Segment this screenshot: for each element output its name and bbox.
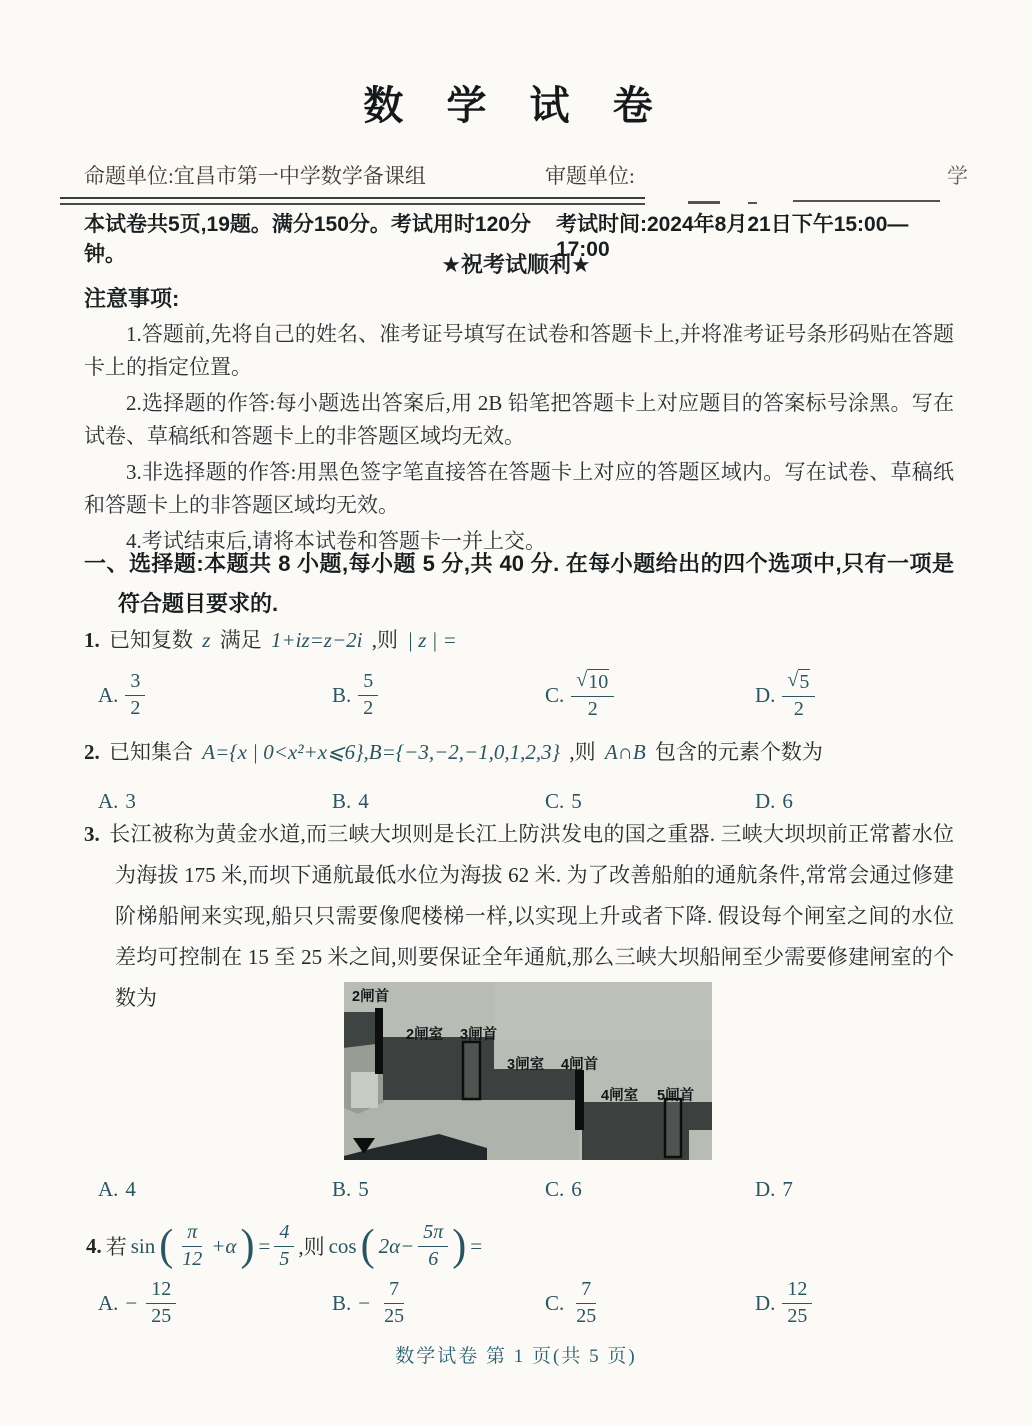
header-rule-fragment <box>793 200 940 202</box>
fraction <box>177 1221 207 1271</box>
question-1-stem <box>84 624 954 654</box>
q4-plus-alpha: +α <box>211 1233 237 1258</box>
option-label: A. <box>98 788 119 813</box>
q1-text: ,则 <box>371 628 398 652</box>
fraction-denominator: 25 <box>384 1304 405 1327</box>
close-paren: ) <box>452 1221 467 1271</box>
header-rule-fragment <box>688 201 720 204</box>
q4-option-d <box>755 1272 812 1334</box>
sin-function: sin <box>130 1233 156 1258</box>
q1-options-row <box>84 664 1032 726</box>
q2-option-a <box>98 784 136 818</box>
q3-option-a <box>98 1172 136 1206</box>
q1-option-a <box>98 664 145 726</box>
fraction-denominator: 25 <box>576 1304 597 1327</box>
maker-unit-label: 命题单位:宜昌市第一中学数学备课组 <box>84 164 426 188</box>
fraction-denominator: 12 <box>182 1247 203 1270</box>
open-paren: ( <box>360 1221 375 1271</box>
q4-options-row <box>84 1272 1032 1334</box>
fraction-numerator: 7 <box>576 1278 596 1304</box>
fraction-denominator: 2 <box>793 697 804 720</box>
q1-abs-expression: | z | = <box>407 628 457 652</box>
option-value: 4 <box>125 1176 136 1201</box>
option-label: B. <box>332 1176 352 1201</box>
radical-sign: √ <box>576 668 588 691</box>
notice-item-1: 1.答题前,先将自己的姓名、准考证号填写在试卷和答题卡上,并将准考证号条形码贴在答题卡上的指定位置。 <box>84 322 954 379</box>
q3-option-d <box>755 1172 793 1206</box>
chamber-4-label: 4闸室 <box>601 1088 639 1104</box>
q4-option-c <box>545 1272 601 1334</box>
q1-option-d <box>755 664 815 726</box>
header-double-rule <box>60 197 645 205</box>
section-1-heading: 一、选择题:本题共 8 小题,每小题 5 分,共 40 分. 在每小题给出的四个选项中,只有一项是符合题目要求的. <box>84 551 954 616</box>
fraction <box>571 1278 601 1328</box>
question-2-stem <box>84 736 954 766</box>
option-label: A. <box>98 1290 119 1315</box>
q1-option-b <box>332 664 378 726</box>
option-value: 4 <box>358 788 369 813</box>
option-value: 7 <box>782 1176 793 1201</box>
reviewer-unit-label: 审题单位: <box>545 164 635 188</box>
fraction-denominator: 2 <box>130 696 141 719</box>
q3-text: 长江被称为黄金水道,而三峡大坝则是长江上防洪发电的国之重器. 三峡大坝坝前正常蓄水位为海拔 175 米,而坝下通航最低水位为海拔 62 米. 为了改善船舶的通航条件,常常会通过修建阶梯船闸来实现,船只只需要像爬楼梯一样,以实现上升或者下降. 假设每个闸室之间的水位差均可控制在 15 至 25 米之间,则要保证全年通航,那么三峡大坝船闸至少需要修建闸室的个数为 <box>109 822 954 1010</box>
fraction <box>418 1221 448 1271</box>
option-value: 5 <box>358 1176 369 1201</box>
radicand: 10 <box>588 670 609 693</box>
fraction <box>782 669 815 721</box>
fraction-denominator: 25 <box>151 1304 172 1327</box>
q1-text: 已知复数 <box>109 628 193 652</box>
fraction <box>274 1221 294 1271</box>
q2-option-d <box>755 784 793 818</box>
option-label: D. <box>755 1290 776 1315</box>
q3-options-row <box>84 1172 1032 1206</box>
q1-option-c <box>545 664 614 726</box>
fraction-numerator: π <box>182 1221 202 1247</box>
q2-text: ,则 <box>569 740 596 764</box>
exam-title: 数 学 试 卷 <box>363 84 669 128</box>
fraction <box>146 1278 176 1328</box>
fraction-numerator: 12 <box>146 1278 176 1304</box>
fraction <box>782 1278 812 1328</box>
option-value: 6 <box>782 788 793 813</box>
q3-number: 3. <box>84 822 100 846</box>
fraction-numerator: 4 <box>274 1221 294 1247</box>
fraction <box>358 670 378 720</box>
fraction <box>379 1278 409 1328</box>
q2-number: 2. <box>84 740 100 764</box>
gate-5-head-label: 5闸首 <box>657 1088 695 1104</box>
cos-function: cos <box>328 1233 357 1258</box>
fraction <box>571 669 614 721</box>
q4-option-b <box>332 1272 409 1334</box>
minus-sign: − <box>125 1290 138 1315</box>
q1-var: z <box>202 628 211 652</box>
fraction-numerator: 5π <box>418 1221 448 1247</box>
q2-option-c <box>545 784 582 818</box>
fraction-denominator: 2 <box>363 696 374 719</box>
q2-intersection: A∩B <box>604 740 646 764</box>
option-label: A. <box>98 682 119 707</box>
fraction-denominator: 2 <box>587 697 598 720</box>
q4-inner-expression: 2α− <box>378 1233 415 1258</box>
header-units-row <box>84 160 968 188</box>
q3-option-b <box>332 1172 369 1206</box>
notice-item-3: 3.非选择题的作答:用黑色签字笔直接答在答题卡上对应的答题区域内。写在试卷、草稿纸和答题卡上的非答题区域均无效。 <box>84 460 954 517</box>
option-label: B. <box>332 1290 352 1315</box>
notice-item-4: 4.考试结束后,请将本试卷和答题卡一并上交。 <box>126 529 546 553</box>
option-label: D. <box>755 1176 776 1201</box>
q1-equation: 1+iz=z−2i <box>270 628 363 652</box>
option-value: 5 <box>571 788 582 813</box>
close-paren: ) <box>240 1221 255 1271</box>
q2-sets-expression: A={x | 0<x²+x⩽6},B={−3,−2,−1,0,1,2,3} <box>202 740 561 764</box>
fraction-numerator: 7 <box>384 1278 404 1304</box>
fraction-denominator: 5 <box>279 1247 290 1270</box>
chamber-2-label: 2闸室 <box>406 1027 444 1043</box>
fraction-denominator: 6 <box>428 1247 439 1270</box>
header-edge-char: 学 <box>947 164 968 188</box>
q2-options-row <box>84 784 1032 818</box>
fraction-numerator <box>571 669 614 697</box>
chamber-3-label: 3闸室 <box>507 1057 545 1073</box>
option-label: C. <box>545 1176 565 1201</box>
option-label: C. <box>545 788 565 813</box>
fraction <box>125 670 145 720</box>
radicand: 5 <box>799 670 810 693</box>
option-label: C. <box>545 1290 565 1315</box>
exam-time-text: 考试时间:2024年8月21日下午15:00—17:00 <box>555 213 909 261</box>
header-rule-fragment <box>748 202 757 204</box>
open-paren: ( <box>159 1221 174 1271</box>
equals-sign: = <box>258 1233 271 1258</box>
q4-number: 4. <box>86 1233 102 1258</box>
minus-sign: − <box>358 1290 371 1315</box>
question-4-stem <box>84 1214 484 1278</box>
blessing-line: ★祝考试顺利★ <box>441 252 591 277</box>
page-footer: 数学试卷 第 1 页(共 5 页) <box>395 1346 637 1367</box>
q1-text: 满足 <box>219 628 262 652</box>
option-value: 3 <box>125 788 136 813</box>
equals-sign: = <box>470 1233 483 1258</box>
gate-2-head-label: 2闸首 <box>352 989 390 1005</box>
q4-text: ,则 <box>298 1235 325 1259</box>
gate-3-head-label: 3闸首 <box>460 1027 498 1043</box>
option-label: D. <box>755 682 776 707</box>
q4-option-a <box>98 1272 176 1334</box>
q2-text: 已知集合 <box>109 740 193 764</box>
paper-info-text: 本试卷共5页,19题。满分150分。考试用时120分钟。 <box>84 213 531 266</box>
fraction-denominator: 25 <box>787 1304 808 1327</box>
fraction-numerator: 5 <box>358 670 378 696</box>
notice-item-2: 2.选择题的作答:每小题选出答案后,用 2B 铅笔把答题卡上对应题目的答案标号涂黑。写在试卷、草稿纸和答题卡上的非答题区域均无效。 <box>84 391 954 448</box>
q4-text: 若 <box>105 1235 127 1259</box>
option-label: B. <box>332 788 352 813</box>
q2-text: 包含的元素个数为 <box>654 740 823 764</box>
option-label: A. <box>98 1176 119 1201</box>
fraction-numerator: 3 <box>125 670 145 696</box>
notice-section <box>84 282 954 560</box>
fraction-numerator: 12 <box>782 1278 812 1304</box>
q1-number: 1. <box>84 628 100 652</box>
option-label: D. <box>755 788 776 813</box>
option-label: C. <box>545 682 565 707</box>
q2-option-b <box>332 784 369 818</box>
option-label: B. <box>332 682 352 707</box>
fraction-numerator <box>782 669 815 697</box>
gate-4-head-label: 4闸首 <box>561 1057 599 1073</box>
lock-diagram <box>344 982 712 1160</box>
notice-title: 注意事项: <box>84 286 180 311</box>
q3-option-c <box>545 1172 582 1206</box>
option-value: 6 <box>571 1176 582 1201</box>
radical-sign: √ <box>787 668 799 691</box>
